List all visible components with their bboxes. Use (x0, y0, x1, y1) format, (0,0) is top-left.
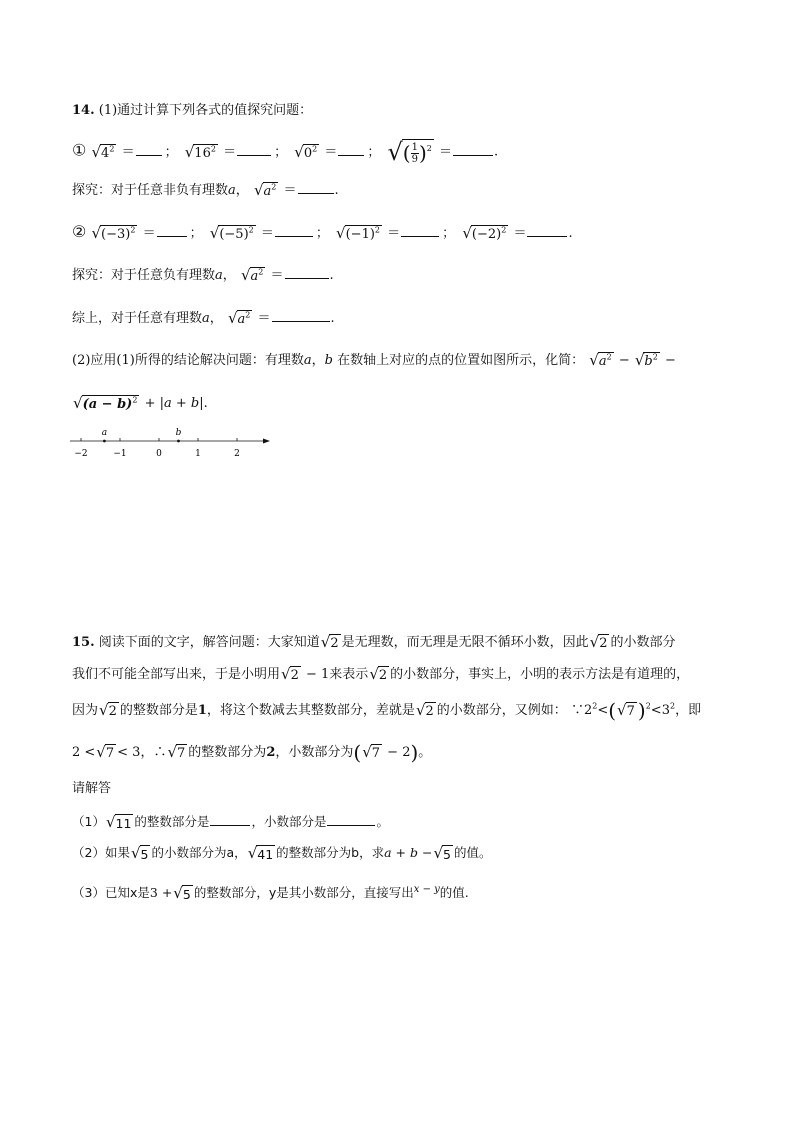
answer-blank[interactable] (338, 143, 364, 156)
sqrt-b2: √ $b^2$ (634, 351, 658, 369)
sqrt-a2: √ $a^2$ (227, 309, 251, 327)
sqrt-expr: √ $(-1)^2$ (336, 224, 381, 242)
q14-summary: 综上，对于任意有理数a， √ $a^2$ ＝ . (72, 309, 335, 327)
answer-blank[interactable] (327, 813, 375, 826)
q15-part2: （2）如果 √ 5 的小数部分为a， √ 41 的整数部分为b，求a + b − √ 5 的值。 (72, 844, 492, 862)
number-line-arrow (263, 439, 270, 444)
q14-explore1: 探究：对于任意非负有理数a， √ $a^2$ ＝ . (72, 181, 339, 199)
tick-label: 0 (156, 449, 162, 459)
q15-line1: 15. 阅读下面的文字，解答问题：大家知道 √ 2 是无理数，而无理是无限不循环小数，因此 √ 2 的小数部分 (72, 633, 676, 651)
tick-label: −1 (113, 449, 127, 459)
q14-row1: ① √ $4^2$ ＝ ； √ $16^2$ ＝ ； √ $0^2$ ＝ ； √ ( $\frac{1}{9}$ )$^2$ ＝ . (72, 138, 499, 166)
point-a-label: a (101, 428, 108, 438)
marker-2: ② (72, 222, 87, 241)
sqrt-a2: √ $a^2$ (253, 181, 277, 199)
q14-explore2: 探究：对于任意负有理数a， √ $a^2$ ＝ . (72, 266, 334, 284)
answer-blank[interactable] (527, 224, 567, 237)
number-line (66, 424, 276, 460)
sqrt-expr: √ $(-5)^2$ (209, 224, 254, 242)
tick-label: −2 (74, 449, 88, 459)
tick-label: 1 (195, 449, 201, 459)
sqrt-expr: √ $(-2)^2$ (462, 224, 507, 242)
answer-blank[interactable] (272, 309, 330, 322)
point-a (103, 440, 106, 443)
answer-blank[interactable] (136, 143, 162, 156)
sqrt-a2: √ $a^2$ (240, 266, 264, 284)
answer-blank[interactable] (237, 143, 271, 156)
q14-row2: ② √ $(-3)^2$ ＝ ； √ $(-5)^2$ ＝ ； √ $(-1)^2$ ＝ ； √ $(-2)^2$ ＝ . (72, 222, 573, 242)
q14-number: 14 (72, 103, 91, 118)
sqrt-expr: √ $(-3)^2$ (91, 224, 136, 242)
q15-part3: （3）已知x是3 + √ 5 的整数部分，y是其小数部分，直接写出$^{x - y}$的值. (72, 884, 469, 903)
point-b (177, 440, 180, 443)
q14-intro-text: (1)通过计算下列各式的值探究问题： (98, 103, 313, 118)
q15-line4: 2 < √ 7 < 3，∴ √ 7 的整数部分为2，小数部分为( √ 7 − 2)。 (72, 740, 432, 765)
q15-line3: 因为 √ 2 的整数部分是1，将这个数减去其整数部分，差就是 √ 2 的小数部分，又例如： $\because 2^2<$( √ 7 )$^2<3^2$，即 (72, 698, 702, 723)
tick-label: 2 (234, 449, 240, 459)
sqrt-a2: √ $a^2$ (589, 351, 612, 369)
q15-number: 15 (72, 635, 91, 650)
q14-part2-cont: √ $(a - b)^2$ + |a + b|. (73, 394, 208, 412)
answer-blank[interactable] (275, 224, 313, 237)
answer-blank[interactable] (298, 181, 334, 194)
sqrt-expr: √ $4^2$ (91, 142, 115, 161)
answer-blank[interactable] (157, 224, 187, 237)
marker-1: ① (72, 140, 87, 160)
q15-part1: （1） √ 11 的整数部分是 ，小数部分是 。 (72, 813, 389, 831)
q14-intro: 14. (1)通过计算下列各式的值探究问题： (72, 103, 313, 118)
point-b-label: b (175, 428, 182, 438)
q14-part2: (2)应用(1)所得的结论解决问题：有理数a，b 在数轴上对应的点的位置如图所示，化简： √ $a^2$ − √ $b^2$ − (72, 351, 676, 369)
sqrt-frac-expr: √ ( $\frac{1}{9}$ )$^2$ (387, 138, 432, 166)
sqrt-expr: √ $16^2$ (184, 142, 216, 161)
sqrt-a-minus-b: √ $(a - b)^2$ (73, 394, 138, 412)
sqrt-expr: √ $0^2$ (294, 142, 318, 161)
answer-blank[interactable] (285, 266, 329, 279)
answer-blank[interactable] (453, 143, 493, 156)
answer-blank[interactable] (210, 813, 250, 826)
q15-line2: 我们不可能全部写出来，于是小明用 √ 2 − 1来表示 √ 2 的小数部分，事实上，小明的表示方法是有道理的， (72, 665, 690, 683)
answer-blank[interactable] (401, 224, 439, 237)
q15-ask: 请解答 (72, 781, 112, 796)
